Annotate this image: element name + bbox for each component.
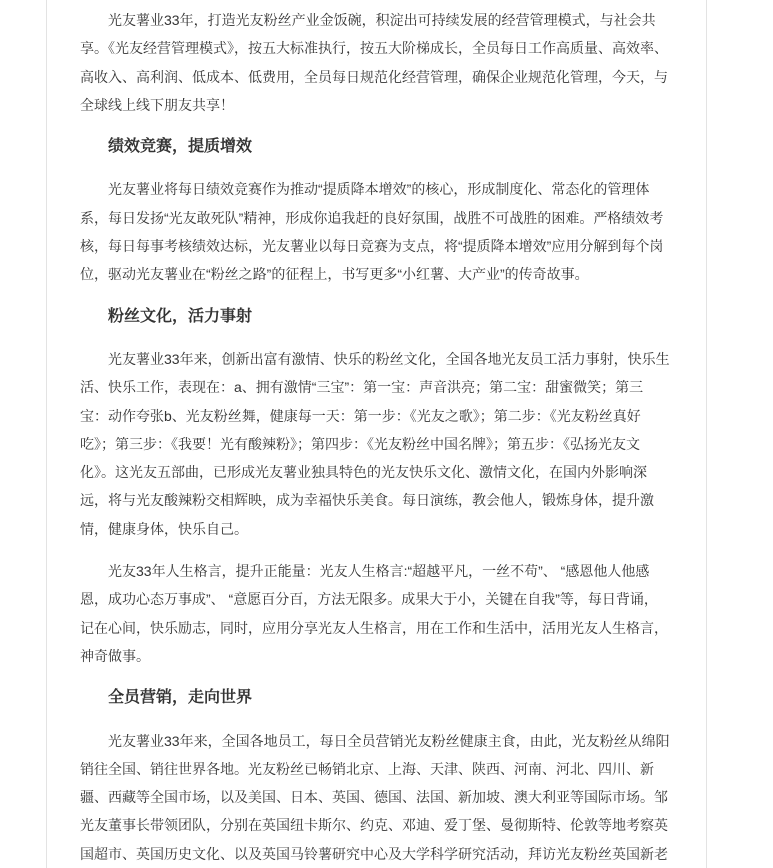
article-heading: 粉丝文化，活力事射: [108, 307, 253, 325]
article-paragraph: 光友薯业将每日绩效竞赛作为推动“提质降本增效”的核心，形成制度化、常态化的管理体系，每日发扬“光友敢死队”精神，形成你追我赶的良好氛围，战胜不可战胜的困难。严格绩效考核，每日每事考核绩效达标，光友薯业以每日竞赛为支点，将“提质降本增效”应用分解到每个岗位，驱动光友薯业在“粉丝之路”的征程上，书写更多“小红薯、大产业”的传奇故事。: [80, 181, 664, 283]
article-paragraph: 光友薯业33年来，全国各地员工，每日全员营销光友粉丝健康主食，由此，光友粉丝从绵阳销往全国、销往世界各地。光友粉丝已畅销北京、上海、天津、陕西、河南、河北、四川、新疆、西藏等全国市场，以及美国、日本、英国、德国、法国、新加坡、澳大利亚等国际市场。邹光友董事长带领团队，分别在英国纽卡斯尔、约克、邓迪、爱丁堡、曼彻斯特、伦敦等地考察英国超市、英国历史文化、以及英国马铃薯研究中心及大学科学研究活动，拜访光友粉丝英国新老: [80, 732, 670, 862]
article-heading: 全员营销，走向世界: [108, 689, 253, 707]
article-heading: 绩效竞赛，提质增效: [108, 138, 253, 156]
article-paragraph: 光友薯业33年，打造光友粉丝产业金饭碗，积淀出可持续发展的经营管理模式，与社会共享。《光友经营管理模式》，按五大标准执行，按五大阶梯成长，全员每日工作高质量、高效率、高收入、高利润、低成本、低费用，全员每日规范化经营管理，确保企业规范化管理，今天，与全球线上线下朋友共享！: [80, 12, 668, 113]
article-paragraph: 光友薯业33年来，创新出富有激情、快乐的粉丝文化，全国各地光友员工活力事射，快乐生活、快乐工作，表现在：a、拥有激情“三宝”：第一宝：声音洪亮；第二宝：甜蜜微笑；第三宝：动作夸张b、光友粉丝舞，健康每一天：第一步：《光友之歌》；第二步：《光友粉丝真好吃》；第三步：《我要！光有酸辣粉》；第四步：《光友粉丝中国名牌》；第五步：《弘扬光友文化》。这光友五部曲，已形成光友薯业独具特色的光友快乐文化、激情文化，在国内外影响深远，将与光友酸辣粉交相辉映，成为幸福快乐美食。每日演练，教会他人，锻炼身体，提升激情，健康身体，快乐自己。: [80, 350, 670, 537]
article-body: [47, 0, 706, 868]
content-column: [46, 0, 707, 868]
article-paragraph: 光友33年人生格言，提升正能量：光友人生格言:“超越平凡，一丝不苟”、 “感恩他人他感恩，成功心态万事成”、 “意愿百分百，方法无限多。成果大于小，关键在自我”等，每日背诵，记在心间，快乐励志，同时，应用分享光友人生格言，用在工作和生活中，活用光友人生格言，神奇做事。: [80, 563, 668, 664]
